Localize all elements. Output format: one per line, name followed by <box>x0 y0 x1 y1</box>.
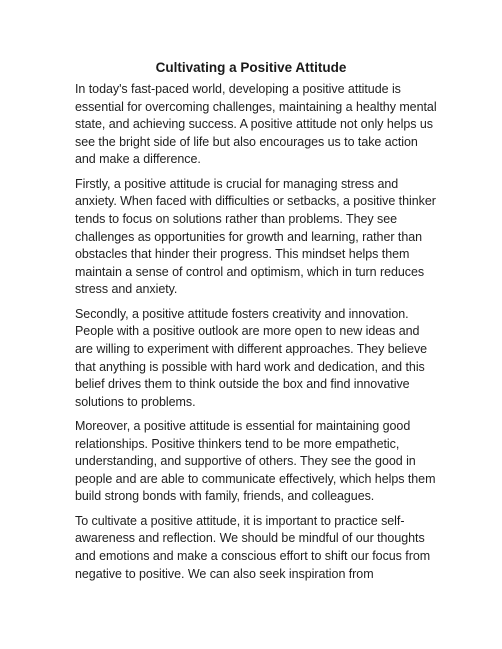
document-body <box>75 81 437 590</box>
paragraph-relationships: Moreover, a positive attitude is essential for maintaining good relationships. Positive thinkers tend to be more empathetic, understanding, and supportive of others. They see the good in people and are able to communicate effectively, which helps them build strong bonds with family, friends, and colleagues. <box>75 419 436 504</box>
paragraph-creativity: Secondly, a positive attitude fosters creativity and innovation. People with a positive outlook are more open to new ideas and are willing to experiment with different approaches. They believe that anything is possible with hard work and dedication, and this belief drives them to think outside the box and find innovative solutions to problems. <box>75 306 428 409</box>
paragraph-stress: Firstly, a positive attitude is crucial for managing stress and anxiety. When faced with difficulties or setbacks, a positive thinker tends to focus on solutions rather than problems. They see challenges as opportunities for growth and learning, rather than obstacles that hinder their progress. This mindset helps them maintain a sense of control and optimism, which in turn reduces stress and anxiety. <box>75 176 436 297</box>
paragraph-intro: In today's fast-paced world, developing a positive attitude is essential for overcoming challenges, maintaining a healthy mental state, and achieving success. A positive attitude not only helps us see the bright side of life but also encourages us to take action and make a difference. <box>75 82 437 167</box>
document-title: Cultivating a Positive Attitude <box>155 60 347 75</box>
paragraph-cultivate: To cultivate a positive attitude, it is important to practice self-awareness and reflection. We should be mindful of our thoughts and emotions and make a conscious effort to shift our focus from negative to positive. We can also seek inspiration from <box>75 513 431 581</box>
